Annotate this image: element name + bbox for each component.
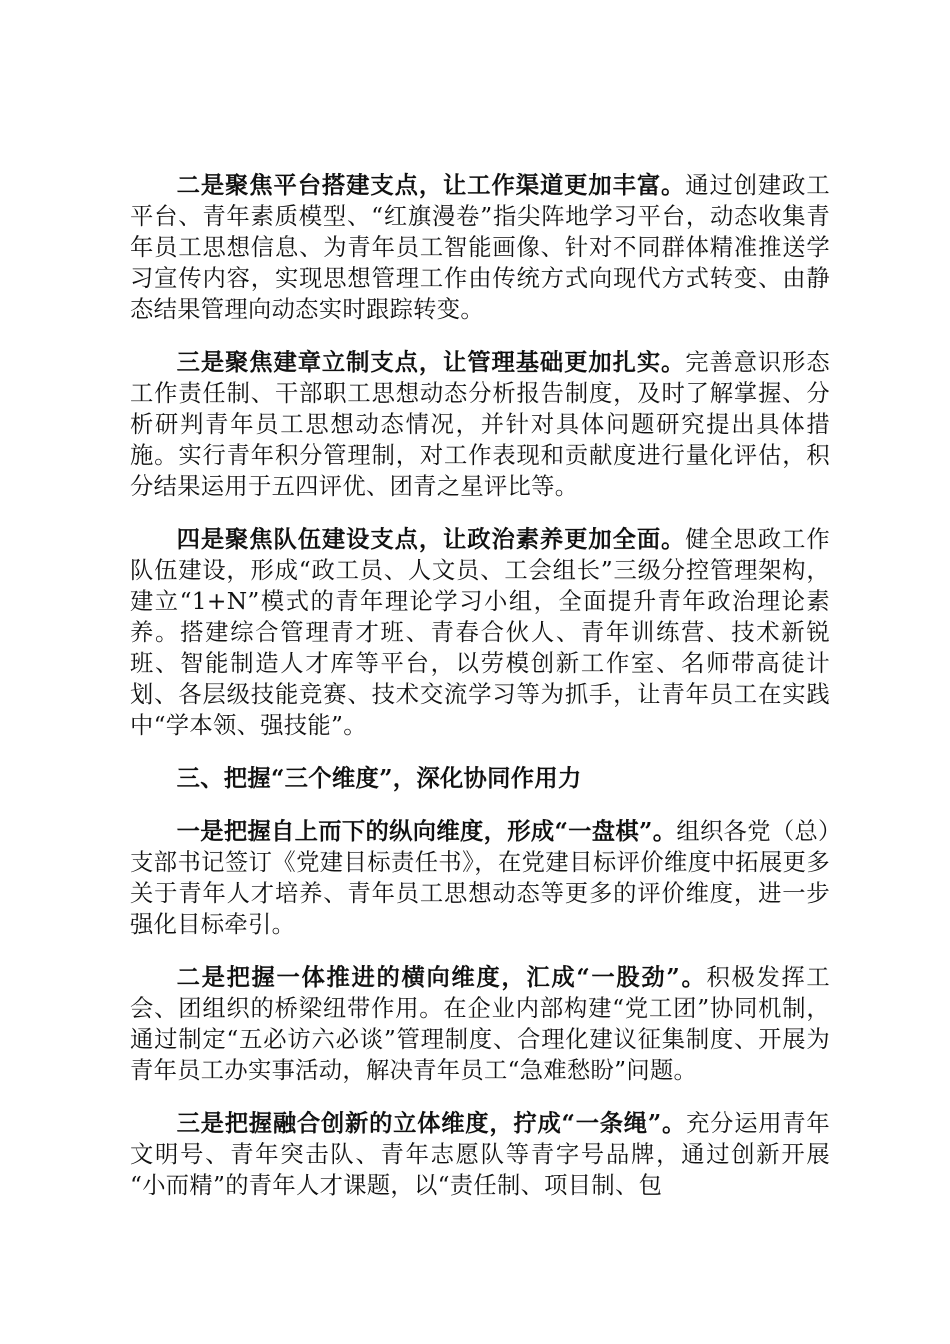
paragraph-body: 积极发挥工会、团组织的桥梁纽带作用。在企业内部构建“党工团”协同机制，通过制定“五必访六必谈”管理制度、合理化建议征集制度、开展为青年员工办实事活动，解决青年员工“急难愁盼”问题。 bbox=[130, 964, 831, 1084]
paragraph-team bbox=[130, 524, 830, 741]
paragraph-lead: 三是聚焦建章立制支点，让管理基础更加扎实。 bbox=[176, 349, 686, 376]
paragraph-body: 健全思政工作队伍建设，形成“政工员、人文员、工会组长”三级分控管理架构，建立“1+N”模式的青年理论学习小组，全面提升青年政治理论素养。搭建综合管理青才班、青春合伙人、青年训练营、技术新锐班、智能制造人才库等平台，以劳模创新工作室、名师带高徒计划、各层级技能竞赛、技术交流学习等为抓手，让青年员工在实践中“学本领、强技能”。 bbox=[130, 526, 830, 739]
paragraph-platform bbox=[130, 170, 830, 325]
paragraph-horizontal bbox=[130, 962, 830, 1086]
paragraph-institution bbox=[130, 347, 830, 502]
paragraph-lead: 一是把握自上而下的纵向维度，形成“一盘棋”。 bbox=[176, 818, 677, 845]
paragraph-lead: 四是聚焦队伍建设支点，让政治素养更加全面。 bbox=[176, 526, 686, 553]
paragraph-body: 通过创建政工平台、青年素质模型、“红旗漫卷”指尖阵地学习平台，动态收集青年员工思想信息、为青年员工智能画像、针对不同群体精准推送学习宣传内容，实现思想管理工作由传统方式向现代方式转变、由静态结果管理向动态实时跟踪转变。 bbox=[130, 172, 830, 323]
paragraph-vertical bbox=[130, 816, 830, 940]
paragraph-body: 完善意识形态工作责任制、干部职工思想动态分析报告制度，及时了解掌握、分析研判青年员工思想动态情况，并针对具体问题研究提出具体措施。实行青年积分管理制，对工作表现和贡献度进行量化评估，积分结果运用于五四评优、团青之星评比等。 bbox=[130, 349, 830, 500]
paragraph-lead: 二是把握一体推进的横向维度，汇成“一股劲”。 bbox=[176, 964, 707, 991]
paragraph-lead: 二是聚焦平台搭建支点，让工作渠道更加丰富。 bbox=[176, 172, 686, 199]
section-heading: 三、把握“三个维度”，深化协同作用力 bbox=[176, 765, 582, 792]
paragraph-lead: 三是把握融合创新的立体维度，拧成“一条绳”。 bbox=[176, 1110, 687, 1137]
paragraph-body: 充分运用青年文明号、青年突击队、青年志愿队等青字号品牌，通过创新开展 “小而精”的青年人才课题，以“责任制、项目制、包 bbox=[130, 1110, 830, 1199]
paragraph-body: 组织各党（总）支部书记签订《党建目标责任书》，在党建目标评价维度中拓展更多关于青年人才培养、青年员工思想动态等更多的评价维度，进一步强化目标牵引。 bbox=[130, 818, 831, 938]
paragraph-integration bbox=[130, 1108, 830, 1201]
document-page bbox=[130, 170, 830, 1223]
